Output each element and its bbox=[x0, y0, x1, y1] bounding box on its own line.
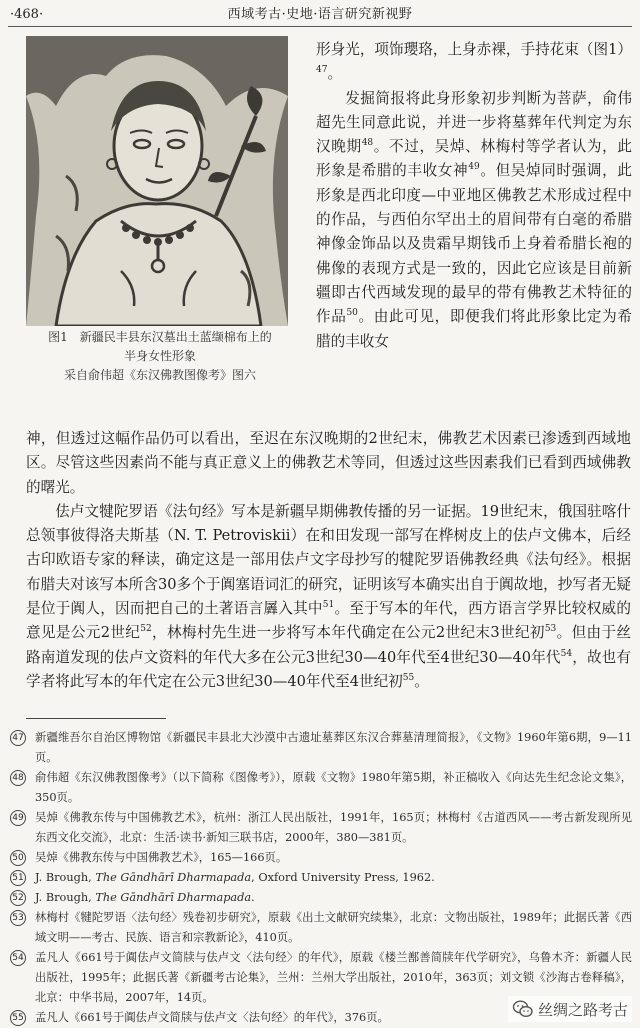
footnote-number: 49 bbox=[10, 810, 26, 826]
footnote-text: 新疆维吾尔自治区博物馆《新疆民丰县北大沙漠中古遗址墓葬区东汉合葬墓清理简报》，《文物》1960年第6期，9—11页。 bbox=[35, 731, 632, 764]
footnote bbox=[10, 728, 632, 768]
page-header bbox=[8, 4, 632, 27]
paragraph: 神，但透过这幅作品仍可以看出，至迟在东汉晚期的2世纪末，佛教艺术因素已渗透到西域地区。尽管这些因素尚不能与真正意义上的佛教艺术等同，但透过这些因素我们已看到西域佛教的曙光。 bbox=[26, 430, 631, 496]
note-ref[interactable]: 51 bbox=[322, 600, 335, 611]
caption-line-1: 图1 新疆民丰县东汉墓出土蓝缬棉布上的 bbox=[48, 330, 272, 344]
footnote bbox=[10, 848, 632, 868]
main-text bbox=[26, 427, 631, 694]
footnote-text: J. Brough, The Gāndhārī Dharmapada. bbox=[35, 891, 255, 904]
seated-female-figure-illustration bbox=[26, 36, 288, 326]
footnote-text: 俞伟超《东汉佛教图像考》（以下简称《图像考》），原载《文物》1980年第5期，补正稿收入《向达先生纪念论文集》，350页。 bbox=[35, 771, 632, 804]
footnote-text: 孟凡人《661号于阗佉卢文简牍与佉卢文〈法句经〉的年代》，原载《楼兰鄯善简牍年代学研究》，乌鲁木齐：新疆人民出版社，1995年；此据氏著《新疆考古论集》，兰州：兰州大学出版社，2010年，363页；刘文锁《沙海古卷释稿》，北京：中华书局，2007年，14页。 bbox=[35, 951, 632, 1004]
caption-source: 采自俞伟超《东汉佛教图像考》图六 bbox=[63, 368, 256, 382]
footnote bbox=[10, 908, 632, 948]
note-ref[interactable]: 55 bbox=[402, 673, 415, 684]
note-ref[interactable]: 52 bbox=[140, 624, 152, 635]
footnote-text: 林梅村《犍陀罗语〈法句经〉残卷初步研究》，原载《出土文献研究续集》，北京：文物出版社，1989年；此据氏著《西域文明——考古、民族、语言和宗教新论》，410页。 bbox=[35, 911, 632, 944]
figure-image bbox=[26, 36, 288, 326]
footnote bbox=[10, 768, 632, 808]
footnote-text: 吴焯《佛教东传与中国佛教艺术》，165—166页。 bbox=[35, 851, 288, 864]
note-ref[interactable]: 48 bbox=[361, 138, 374, 149]
footnote-number: 52 bbox=[10, 890, 26, 906]
footnote bbox=[10, 888, 632, 908]
paragraph: 佉卢文犍陀罗语《法句经》写本是新疆早期佛教传播的另一证据。19世纪末，俄国驻喀什总领事彼得洛夫斯基（N. T. Petroviskii）在和田发现一部写在桦树皮上的佉卢文佛本，后经古印欧语专家的释读，确定这是一部用佉卢文字母抄写的犍陀罗语佛教经典《法句经》。根据布腊夫对该写本所含30多个于阗塞语词汇的研究，证明该写本确实出自于阗故地，抄写者无疑是位于阗人，因而把自己的土著语言羼入其中$^{51}$。至于写本的年代，西方语言学界比较权威的意见是公元2世纪$^{52}$，林梅村先生进一步将写本年代确定在公元2世纪末3世纪初$^{53}$。但由于丝路南道发现的佉卢文资料的年代大多在公元3世纪30—40年代至4世纪30—40年代$^{54}$，故也有学者将此写本的年代定在公元3世纪30—40年代至4世纪初$^{55}$。 bbox=[26, 502, 631, 690]
footnote-number: 47 bbox=[10, 730, 26, 746]
footnote-number: 48 bbox=[10, 770, 26, 786]
footnote-divider bbox=[26, 718, 166, 719]
note-ref[interactable]: 50 bbox=[346, 308, 358, 319]
paragraph: 发掘简报将此身形象初步判断为菩萨，俞伟超先生同意此说，并进一步将墓葬年代判定为东汉晚期$^{48}$。不过，吴焯、林梅村等学者认为，此形象是希腊的丰收女神$^{49}$。但吴焯同时强调，此形象是西北印度—中亚地区佛教艺术形成过程中的作品，与西伯尔罕出土的眉间带有白毫的希腊神像金饰品以及贵霜早期钱币上身着希腊长袍的佛像的表现方式是一致的，因此它应该是目前新疆即古代西域发现的最早的带有佛教艺术特征的作品$^{50}$。由此可见，即便我们将此形象比定为希腊的丰收女 bbox=[316, 89, 632, 350]
footnote-number: 55 bbox=[10, 1010, 26, 1026]
footnote-number: 54 bbox=[10, 950, 26, 966]
book-title: The Gāndhārī Dharmapada bbox=[95, 871, 252, 884]
footnote-number: 53 bbox=[10, 910, 26, 926]
note-ref[interactable]: 47 bbox=[316, 65, 328, 76]
wechat-logo-icon bbox=[512, 998, 534, 1020]
caption-line-2: 半身女性形象 bbox=[123, 349, 196, 363]
note-ref[interactable]: 53 bbox=[544, 624, 557, 635]
footnote-number: 50 bbox=[10, 850, 26, 866]
footnote-text: 吴焯《佛教东传与中国佛教艺术》，杭州：浙江人民出版社，1991年，165页；林梅村《古道西风——考古新发现所见东西文化交流》，北京：生活·读书·新知三联书店，2000年，380—381页。 bbox=[35, 811, 632, 844]
watermark bbox=[508, 996, 632, 1022]
watermark-text: 丝绸之路考古 bbox=[537, 1000, 628, 1019]
figure-caption bbox=[14, 328, 306, 385]
footnotes bbox=[10, 728, 632, 1028]
footnote bbox=[10, 808, 632, 848]
footnote-number: 51 bbox=[10, 870, 26, 886]
footnote-text: 孟凡人《661号于阗佉卢文简牍与佉卢文〈法句经〉的年代》，376页。 bbox=[35, 1011, 389, 1024]
paragraph: 形身光，项饰瓔珞，上身赤裸，手持花束（图1）$^{47}$。 bbox=[316, 41, 632, 83]
book-title: The Gāndhārī Dharmapada bbox=[95, 891, 252, 904]
right-column-text bbox=[316, 38, 632, 354]
page-number: ·468· bbox=[10, 7, 44, 22]
note-ref[interactable]: 54 bbox=[560, 648, 573, 659]
running-title: 西域考古·史地·语言研究新视野 bbox=[227, 7, 413, 22]
footnote bbox=[10, 868, 632, 888]
footnote-text: J. Brough, The Gāndhārī Dharmapada, Oxford University Press, 1962. bbox=[35, 871, 435, 884]
note-ref[interactable]: 49 bbox=[468, 162, 480, 173]
